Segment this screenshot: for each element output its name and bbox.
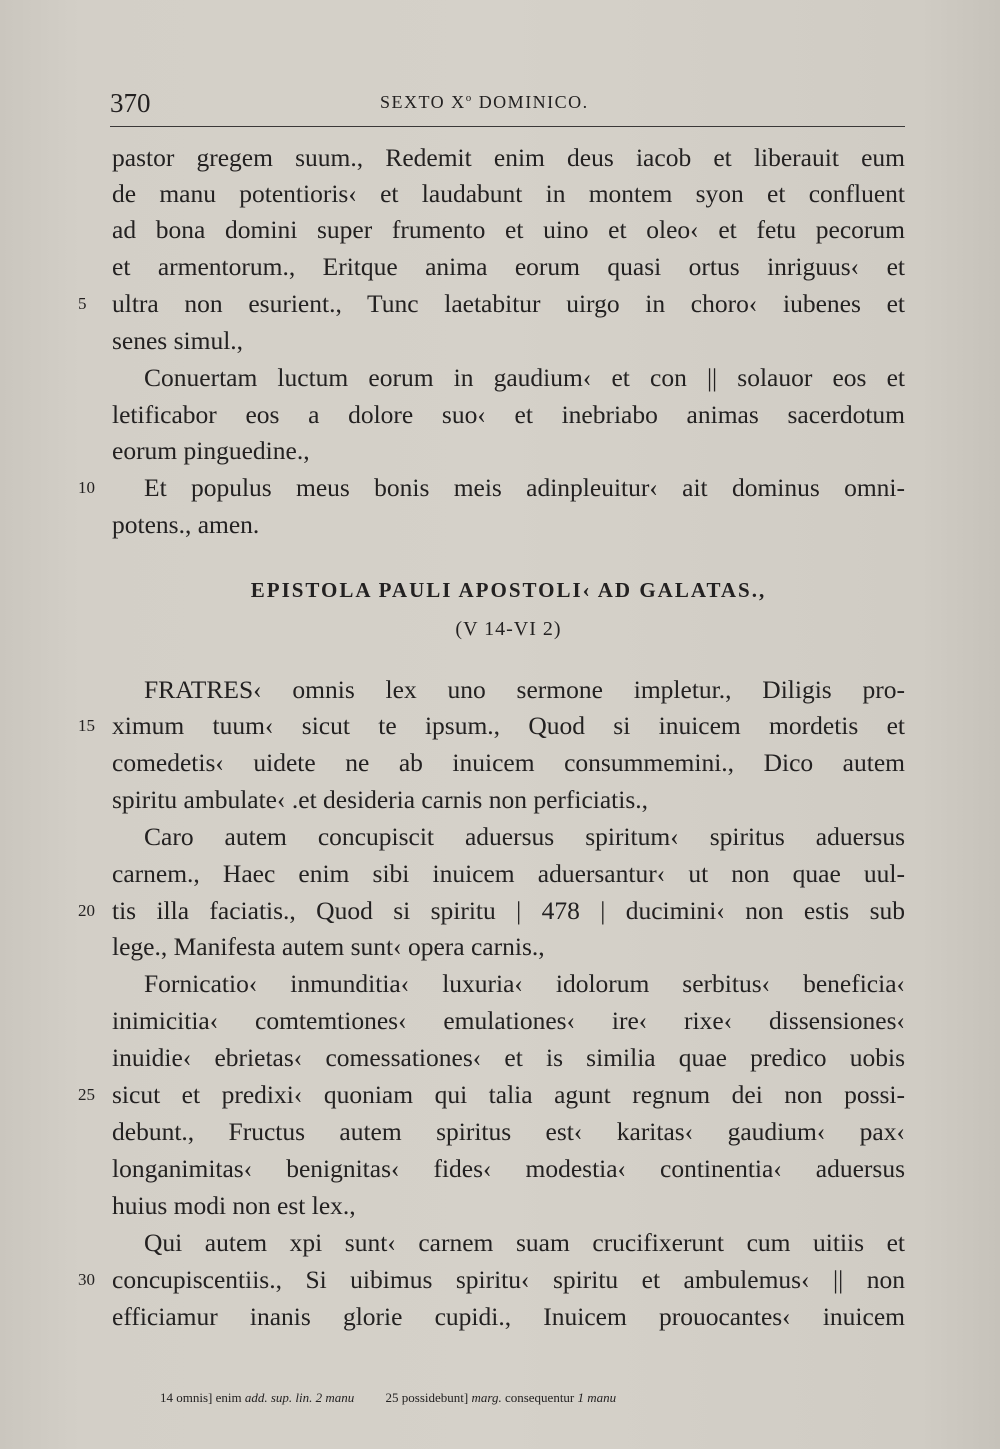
running-head-text: SEXTO X <box>380 92 466 112</box>
footnote-1-text: 14 omnis] enim <box>160 1390 245 1405</box>
line-number: 15 <box>78 716 95 735</box>
text-line: sicut et predixi‹ quoniam qui talia agunt regnum dei non possi- <box>112 1080 905 1109</box>
text-line: eorum pinguedine., <box>112 436 310 465</box>
footnote-2-italic-2: 1 manu <box>577 1390 617 1405</box>
text-line: tis illa faciatis., Quod si spiritu | 478 | ducimini‹ non estis sub <box>112 896 905 925</box>
footnote-2-text: 25 possidebunt] <box>385 1390 472 1405</box>
section-title: EPISTOLA PAULI APOSTOLI‹ AD GALATAS., <box>250 578 767 602</box>
text-line: senes simul., <box>112 326 244 355</box>
text-line: ximum tuum‹ sicut te ipsum., Quod si inuicem mordetis et <box>112 711 905 740</box>
text-line: lege., Manifesta autem sunt‹ opera carnis., <box>112 932 545 961</box>
line-number: 10 <box>78 478 95 497</box>
section-reference: (V 14-VI 2) <box>455 618 562 640</box>
text-line: Caro autem concupiscit aduersus spiritum‹ spiritus aduersus <box>144 822 905 851</box>
footnote-2 <box>386 1390 617 1405</box>
text-line: ultra non esurient., Tunc laetabitur uirgo in choro‹ iubenes et <box>112 289 905 318</box>
text-line: potens., amen. <box>112 510 260 539</box>
page-header <box>110 88 905 124</box>
line-number: 20 <box>78 901 95 920</box>
text-line: carnem., Haec enim sibi inuicem aduersantur‹ ut non quae uul- <box>112 859 905 888</box>
text-line: debunt., Fructus autem spiritus est‹ karitas‹ gaudium‹ pax‹ <box>112 1117 905 1146</box>
text-line: longanimitas‹ benignitas‹ fides‹ modestia‹ continentia‹ aduersus <box>112 1154 905 1183</box>
footnote-1-italic: add. sup. lin. 2 manu <box>244 1390 355 1405</box>
text-line: concupiscentiis., Si uibimus spiritu‹ spiritu et ambulemus‹ || non <box>112 1265 905 1294</box>
text-line: inuidie‹ ebrietas‹ comessationes‹ et is similia quae predico uobis <box>112 1043 905 1072</box>
line-number: 5 <box>78 294 87 313</box>
text-line: Conuertam luctum eorum in gaudium‹ et con || solauor eos et <box>144 363 905 392</box>
footnote-1 <box>160 1390 354 1405</box>
text-line: Fornicatio‹ inmunditia‹ luxuria‹ idolorum serbitus‹ beneficia‹ <box>144 969 905 998</box>
page-number: 370 <box>110 88 151 118</box>
header-rule <box>110 126 905 127</box>
text-line: spiritu ambulate‹ .et desideria carnis non perficiatis., <box>112 785 649 814</box>
text-line: pastor gregem suum., Redemit enim deus iacob et liberauit eum <box>112 143 905 172</box>
running-head <box>380 92 589 113</box>
text-line: de manu potentioris‹ et laudabunt in montem syon et confluent <box>112 179 905 208</box>
line-number: 25 <box>78 1085 95 1104</box>
footnote-2-text-2: consequentur <box>501 1390 578 1405</box>
text-line: letificabor eos a dolore suo‹ et inebriabo animas sacerdotum <box>112 400 905 429</box>
text-line: Qui autem xpi sunt‹ carnem suam crucifixerunt cum uitiis et <box>144 1228 905 1257</box>
text-line: huius modi non est lex., <box>112 1191 356 1220</box>
text-line: inimicitia‹ comtemtiones‹ emulationes‹ ire‹ rixe‹ dissensiones‹ <box>112 1006 905 1035</box>
text-line: FRATRES‹ omnis lex uno sermone impletur., Diligis pro- <box>144 675 905 704</box>
footnotes <box>160 1390 810 1406</box>
text-line: et armentorum., Eritque anima eorum quasi ortus inriguus‹ et <box>112 252 905 281</box>
running-head-rest: DOMINICO. <box>472 92 589 112</box>
footnote-2-italic: marg. <box>471 1390 502 1405</box>
text-line: efficiamur inanis glorie cupidi., Inuicem prouocantes‹ inuicem <box>112 1302 905 1331</box>
text-line: comedetis‹ uidete ne ab inuicem consummemini., Dico autem <box>112 748 905 777</box>
line-number: 30 <box>78 1270 95 1289</box>
text-line: ad bona domini super frumento et uino et oleo‹ et fetu pecorum <box>112 215 905 244</box>
running-head-superscript: o <box>465 92 473 104</box>
text-line: Et populus meus bonis meis adinpleuitur‹ ait dominus omni- <box>144 473 905 502</box>
